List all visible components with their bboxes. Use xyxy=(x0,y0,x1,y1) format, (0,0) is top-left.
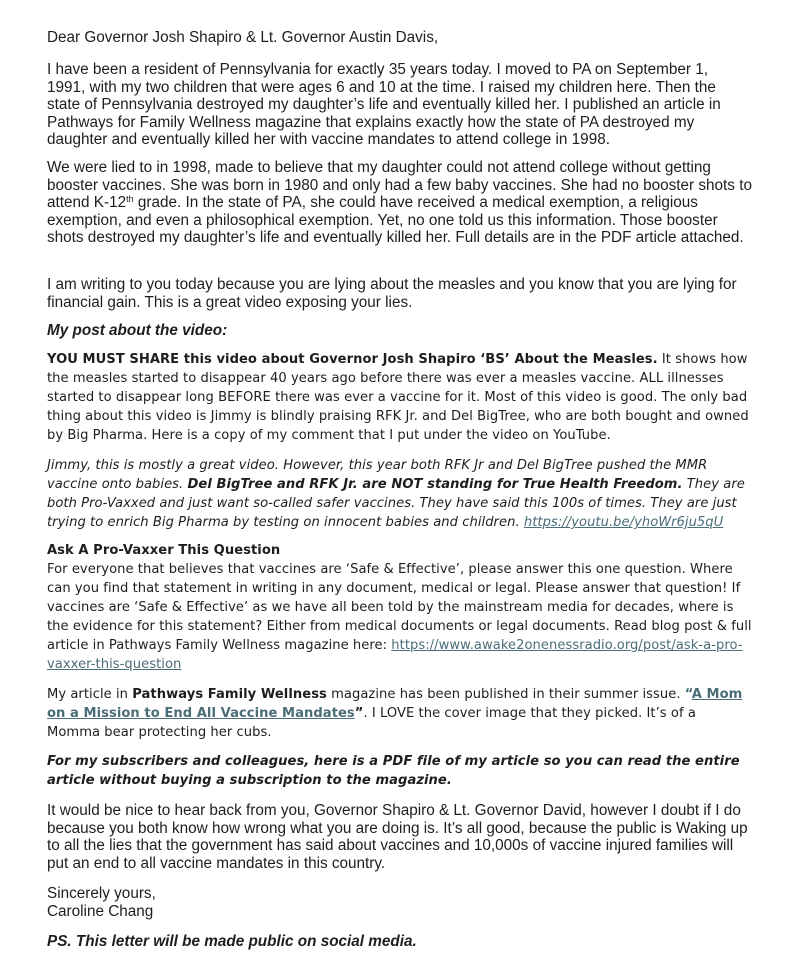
youtube-link[interactable]: https://youtu.be/yhoWr6ju5qU xyxy=(523,515,724,530)
post-paragraph: YOU MUST SHARE this video about Governor Josh Shapiro ‘BS’ About the Measles. It shows how the measles started to disappear 40 years ago before there was ever a measles vaccine. ALL illnesses started to disappear long BEFORE there was ever a vaccine for it. Most of this video is good. The only bad thing about this video is Jimmy is blindly praising RFK Jr. and Del BigTree, who are both bought and owned by Big Pharma. Here is a copy of my comment that I put under the video on YouTube. xyxy=(47,352,749,443)
salutation: Dear Governor Josh Shapiro & Lt. Governor Austin Davis, xyxy=(47,29,439,46)
ps-note: PS. This letter will be made public on social media. xyxy=(47,933,417,950)
ask-paragraph: For everyone that believes that vaccines are ‘Safe & Effective’, please answer this one question. Where can you find that statement in writing in any document, medical or legal. Please answer that question! If vaccines are ‘Safe & Effective’ as we have all been told by the mainstream media for decades, where is the evidence for this statement? Either from medical documents or legal documents. Read blog post & full article in Pathways Family Wellness magazine here: https://www.awake2onenessradio.org/post/ask-a-pro-vaxxer-this-question xyxy=(47,562,752,672)
ask-heading: Ask A Pro-Vaxxer This Question xyxy=(47,543,281,558)
article-title-link[interactable]: A Mom on a Mission to End All Vaccine Mandates xyxy=(47,687,743,721)
article-paragraph: My article in Pathways Family Wellness magazine has been published in their summer issue. “A Mom on a Mission to End All Vaccine Mandates”. I LOVE the cover image that they picked. It’s of a Momma bear protecting her cubs. xyxy=(47,687,743,740)
signature: Caroline Chang xyxy=(47,903,154,920)
paragraph-2: We were lied to in 1998, made to believe that my daughter could not attend college without getting booster vaccines. She was born in 1980 and only had a few baby vaccines. She had no booster shots to attend K-12th grade. In the state of PA, she could have received a medical exemption, a religious exemption, and even a philosophical exemption. Yet, no one told us this information. Those booster shots destroyed my daughter’s life and eventually killed her. Full details are in the PDF article attached. xyxy=(47,159,752,247)
closing: Sincerely yours, xyxy=(47,885,156,902)
youtube-comment: Jimmy, this is mostly a great video. However, this year both RFK Jr and Del BigTree pushed the MMR vaccine onto babies. Del BigTree and RFK Jr. are NOT standing for True Health Freedom. They are both Pro-Vaxxed and just want so-called safer vaccines. They have said this 100s of times. They are just trying to enrich Big Pharma by testing on innocent babies and children. https://youtu.be/yhoWr6ju5qU xyxy=(47,458,745,530)
subscribers-note: For my subscribers and colleagues, here is a PDF file of my article so you can read the entire article without buying a subscription to the magazine. xyxy=(47,754,740,788)
paragraph-3: I am writing to you today because you are lying about the measles and you know that you are lying for financial gain. This is a great video exposing your lies. xyxy=(47,276,737,311)
blog-post-link[interactable]: https://www.awake2onenessradio.org/post/ask-a-pro-vaxxer-this-question xyxy=(47,638,743,672)
paragraph-1: I have been a resident of Pennsylvania for exactly 35 years today. I moved to PA on September 1, 1991, with my two children that were ages 6 and 10 at the time. I raised my children here. Then the state of Pennsylvania destroyed my daughter’s life and eventually killed her. I published an article in Pathways for Family Wellness magazine that explains exactly how the state of PA destroyed my daughter and eventually killed her with vaccine mandates to attend college in 1998. xyxy=(47,61,721,149)
post-heading: My post about the video: xyxy=(47,322,228,339)
closing-paragraph: It would be nice to hear back from you, Governor Shapiro & Lt. Governor David, however I doubt if I do because you both know how wrong what you are doing is. It’s all good, because the public is Waking up to all the lies that the government has said about vaccines and 10,000s of vaccine injured families will put an end to all vaccine mandates in this country. xyxy=(47,802,748,872)
superscript-th: th xyxy=(126,194,134,205)
